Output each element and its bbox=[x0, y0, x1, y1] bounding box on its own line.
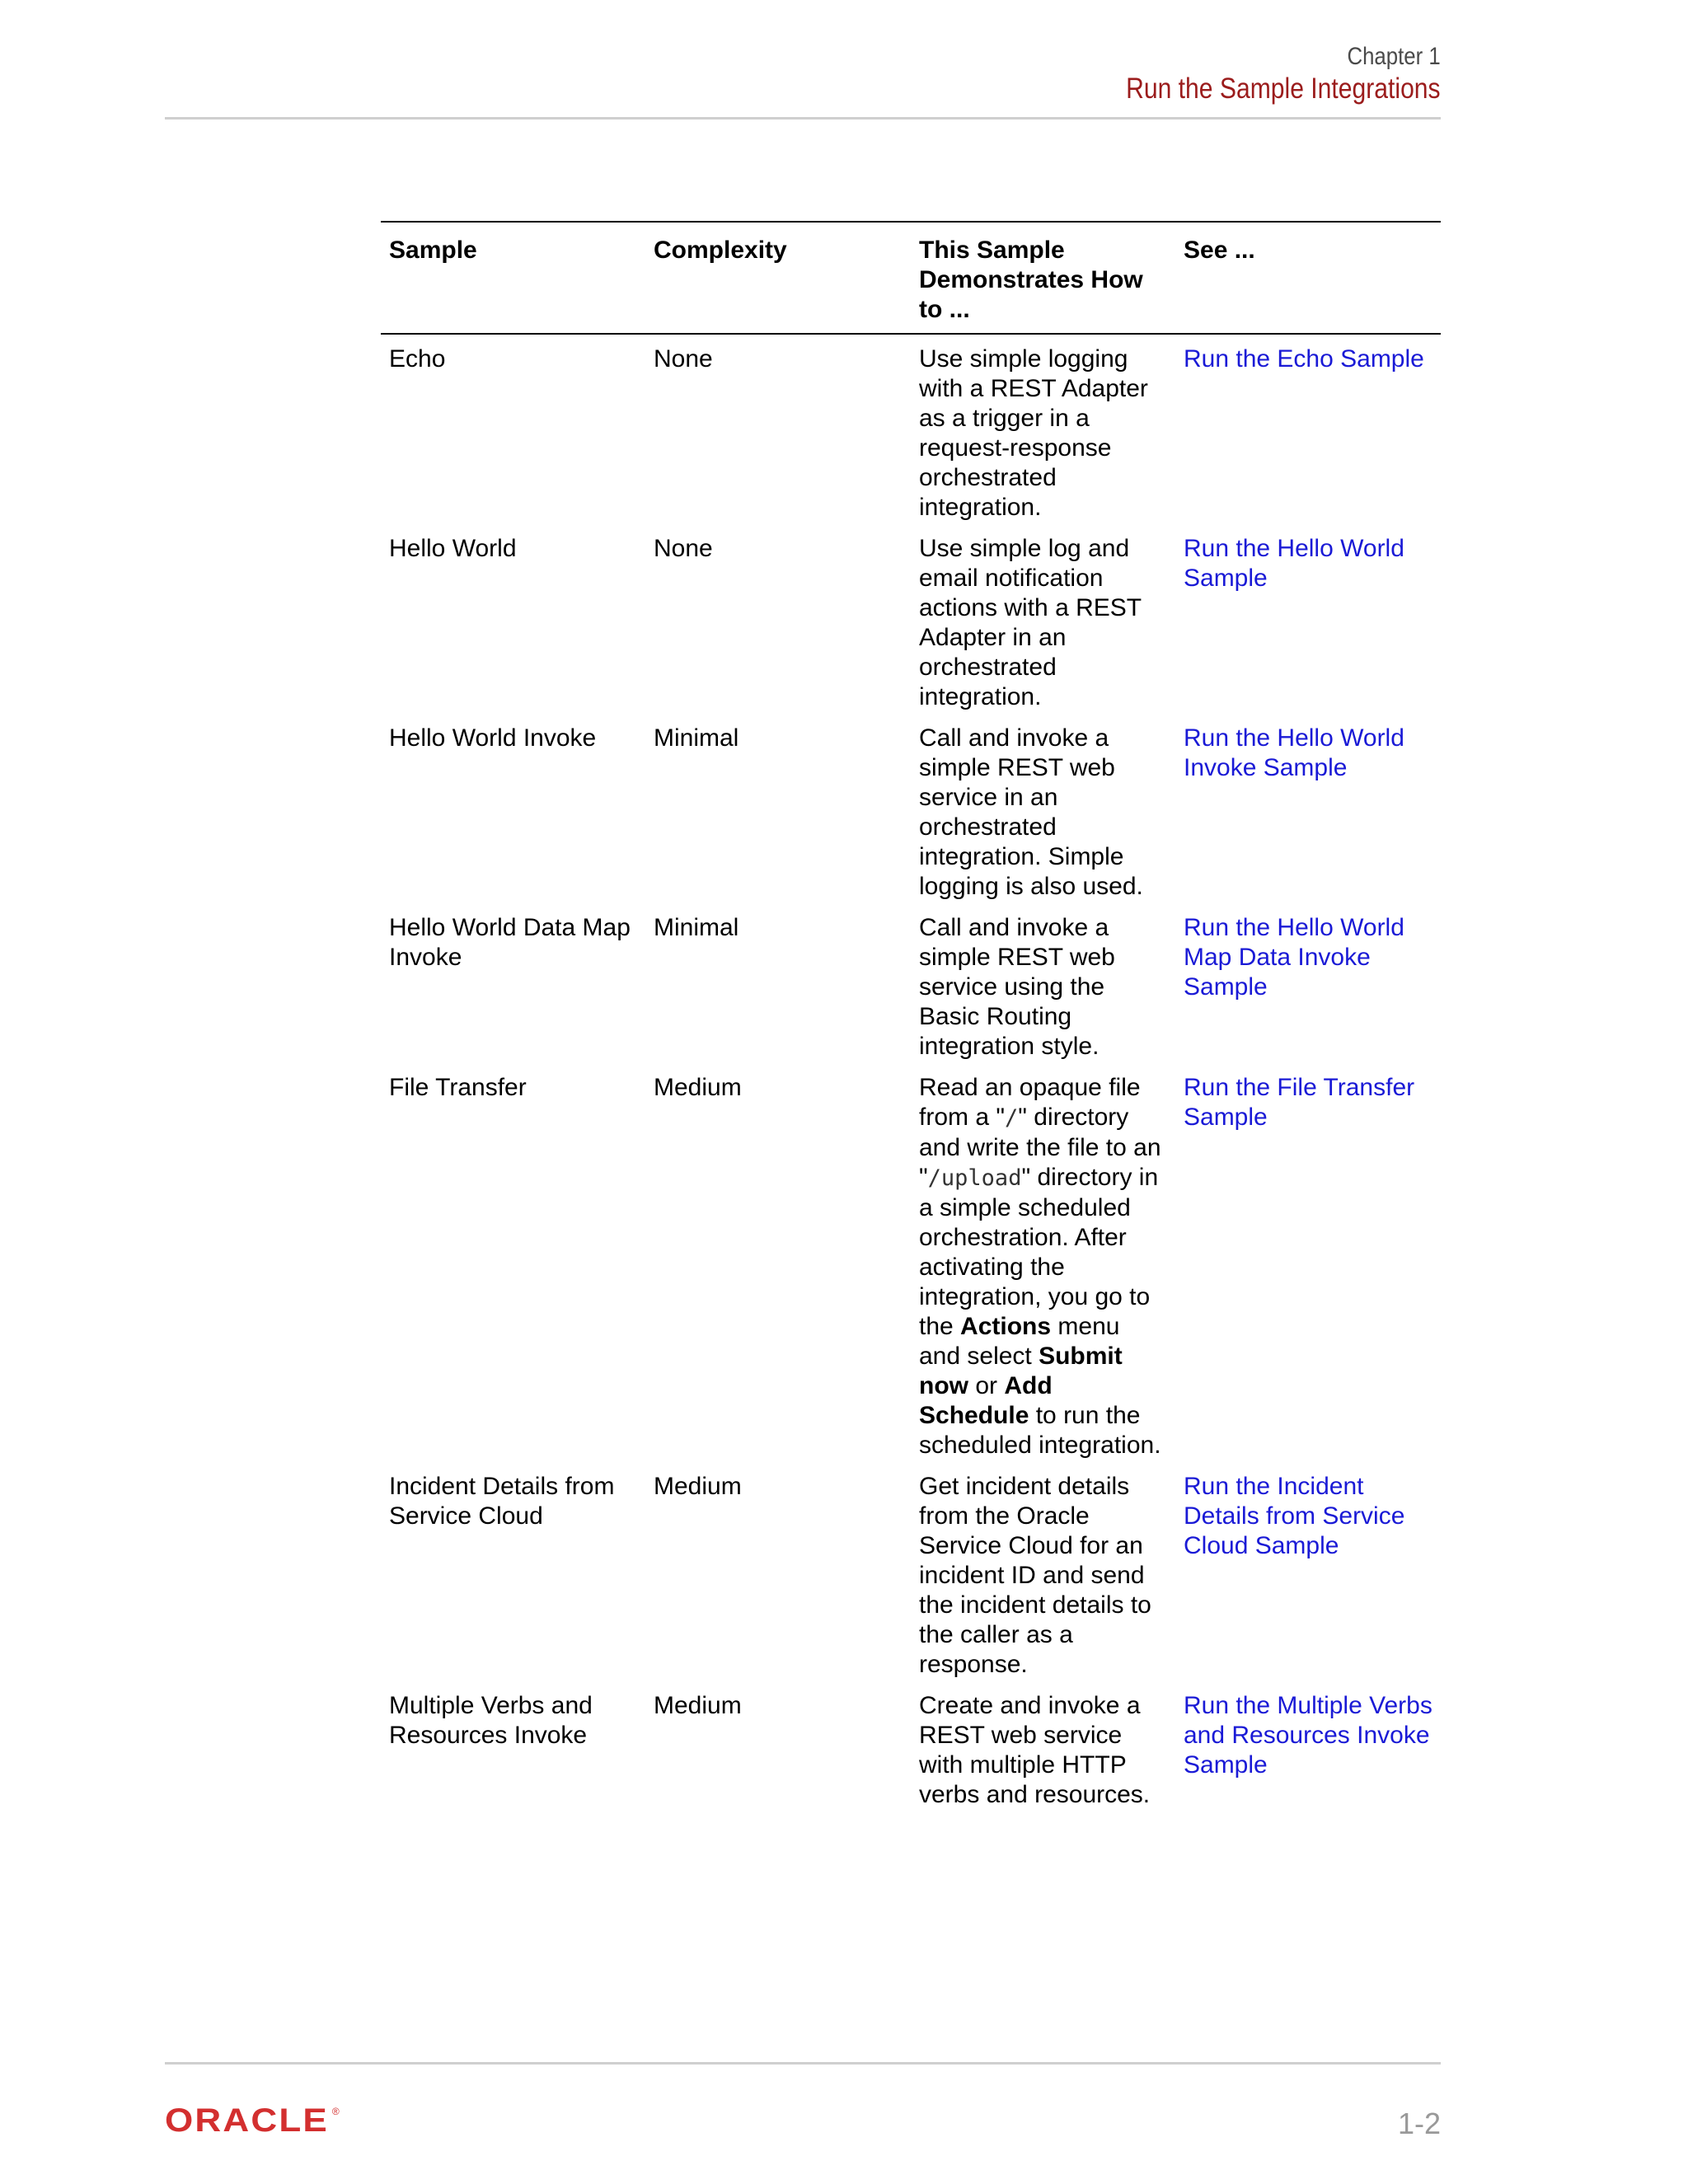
column-header-demonstrates: This Sample Demonstrates How to ... bbox=[919, 237, 1143, 323]
sample-name: File Transfer bbox=[389, 1074, 527, 1101]
complexity-value: Medium bbox=[654, 1692, 742, 1719]
submit-now-term: Submit now bbox=[919, 1343, 1123, 1399]
sample-description: Use simple log and email notification actions with a REST Adapter in an orchestrated integration. bbox=[919, 535, 1142, 710]
sample-name: Hello World Invoke bbox=[389, 724, 597, 752]
table-body bbox=[381, 334, 1441, 1811]
see-link[interactable]: Run the Hello World Map Data Invoke Sample bbox=[1184, 914, 1404, 1001]
table-row bbox=[381, 903, 1441, 1063]
sample-description: Create and invoke a REST web service with multiple HTTP verbs and resources. bbox=[919, 1692, 1151, 1808]
oracle-logo-wordmark: ORACLE bbox=[165, 2102, 329, 2139]
description-text: menu and select bbox=[919, 1313, 1120, 1370]
sample-name: Multiple Verbs and Resources Invoke bbox=[389, 1692, 593, 1749]
description-text: or bbox=[968, 1372, 1005, 1399]
upload-directory-code: /upload bbox=[927, 1165, 1022, 1191]
column-header-complexity: Complexity bbox=[654, 237, 787, 264]
table-row bbox=[381, 1063, 1441, 1462]
root-directory-code: / bbox=[1005, 1105, 1019, 1131]
table-row bbox=[381, 1681, 1441, 1811]
sample-description: Call and invoke a simple REST web service using the Basic Routing integration style. bbox=[919, 914, 1115, 1060]
oracle-logo bbox=[165, 2102, 340, 2139]
sample-description: Get incident details from the Oracle Service Cloud for an incident ID and send the incident details to the caller as a response. bbox=[919, 1473, 1151, 1678]
complexity-value: None bbox=[654, 345, 713, 373]
complexity-value: Minimal bbox=[654, 724, 739, 752]
see-link[interactable]: Run the Echo Sample bbox=[1184, 345, 1424, 373]
sample-name: Echo bbox=[389, 345, 446, 373]
chapter-label: Chapter 1 bbox=[1347, 43, 1441, 70]
see-link[interactable]: Run the Incident Details from Service Cloud Sample bbox=[1184, 1473, 1405, 1559]
table-row bbox=[381, 714, 1441, 903]
description-text: " directory in a simple scheduled orchestration. After activating the integration, you go to the bbox=[919, 1164, 1159, 1340]
complexity-value: Medium bbox=[654, 1473, 742, 1500]
description-text: " directory and write the file to an " bbox=[919, 1104, 1161, 1191]
sample-name: Incident Details from Service Cloud bbox=[389, 1473, 615, 1530]
column-header-sample: Sample bbox=[389, 237, 477, 264]
samples-table bbox=[381, 221, 1441, 1811]
table-header-row bbox=[381, 222, 1441, 334]
actions-menu-term: Actions bbox=[960, 1313, 1052, 1340]
section-title: Run the Sample Integrations bbox=[1126, 73, 1441, 105]
sample-description bbox=[911, 1063, 1175, 1462]
sample-name: Hello World Data Map Invoke bbox=[389, 914, 631, 971]
page-number: 1-2 bbox=[1397, 2107, 1441, 2140]
column-header-see: See ... bbox=[1184, 237, 1255, 264]
footer-divider bbox=[165, 2062, 1441, 2064]
table-row bbox=[381, 334, 1441, 524]
sample-name: Hello World bbox=[389, 535, 517, 562]
sample-description: Use simple logging with a REST Adapter as a trigger in a request-response orchestrated integration. bbox=[919, 345, 1148, 521]
add-schedule-term: Add Schedule bbox=[919, 1372, 1053, 1429]
table-row bbox=[381, 1462, 1441, 1681]
see-link[interactable]: Run the Hello World Invoke Sample bbox=[1184, 724, 1404, 781]
complexity-value: None bbox=[654, 535, 713, 562]
complexity-value: Minimal bbox=[654, 914, 739, 941]
see-link[interactable]: Run the File Transfer Sample bbox=[1184, 1074, 1415, 1131]
see-link[interactable]: Run the Multiple Verbs and Resources Invoke Sample bbox=[1184, 1692, 1432, 1779]
registered-mark: ® bbox=[331, 2106, 340, 2117]
see-link[interactable]: Run the Hello World Sample bbox=[1184, 535, 1404, 592]
table-row bbox=[381, 524, 1441, 714]
samples-table-container bbox=[381, 221, 1441, 1811]
complexity-value: Medium bbox=[654, 1074, 742, 1101]
description-text: to run the scheduled integration. bbox=[919, 1402, 1161, 1459]
header-divider bbox=[165, 117, 1441, 120]
sample-description: Call and invoke a simple REST web service in an orchestrated integration. Simple logging is also used. bbox=[919, 724, 1143, 900]
table-header bbox=[381, 222, 1441, 334]
description-text: Read an opaque file from a " bbox=[919, 1074, 1141, 1131]
